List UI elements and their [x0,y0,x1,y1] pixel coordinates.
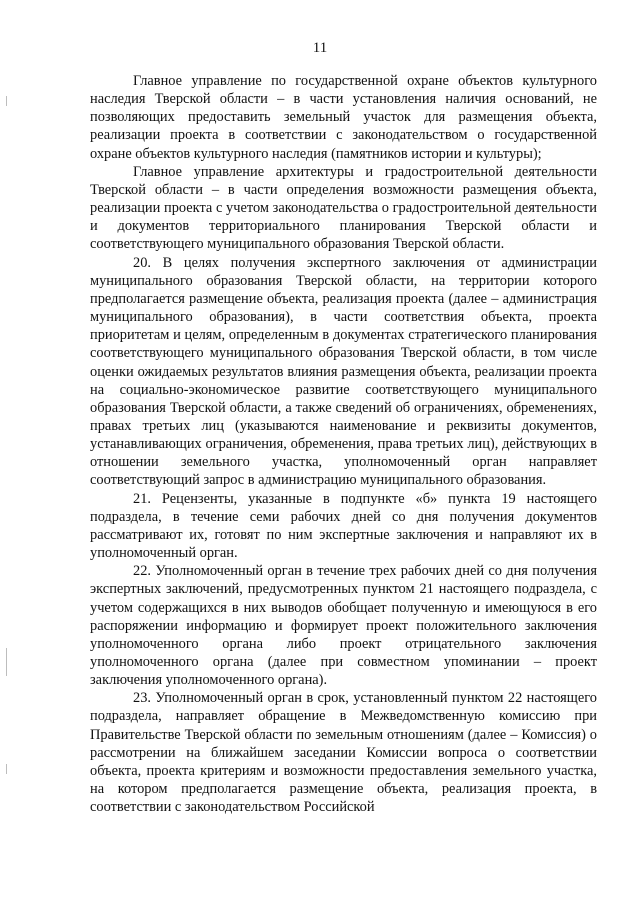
paragraph-cultural-heritage: Главное управление по государственной охране объектов культурного наследия Тверской области – в части установления наличия оснований, не позволяющих предоставить земельный участок для размещения объекта, реализации проекта в соответствии с законодательством о государственной охране объектов культурного наследия (памятников истории и культуры); [90,73,597,162]
page-number: 11 [312,40,328,56]
paragraph-21: 21. Рецензенты, указанные в подпункте «б» пункта 19 настоящего подраздела, в течение семи рабочих дней со дня получения документов рассматривают их, готовят по ним экспертные заключения и направляют их в уполномоченный орган. [90,490,597,562]
paragraph-architecture: Главное управление архитектуры и градостроительной деятельности Тверской области – в части определения возможности размещения объекта, реализации проекта с учетом законодательства о градостроительной деятельности и документов территориального планирования Тверской области и соответствующего муниципального образования Тверской области. [90,163,597,253]
paragraph-20: 20. В целях получения экспертного заключения от администрации муниципального образования Тверской области, на территории которого предполагается размещение объекта, реализация проекта (далее – администрация муниципального образования), в части соответствия объекта, проекта приоритетам и целям, определенным в документах стратегического планирования соответствующего муниципального образования Тверской области, в том числе оценки ожидаемых результатов влияния размещения объекта, реализации проекта на социально-экономическое развитие соответствующего муниципального образования Тверской области, а также сведений об ограничениях, обременениях, правах третьих лиц (указываются наименование и реквизиты документов, устанавливающих ограничения, обременения, права третьих лиц), действующих в отношении земельного участка, уполномоченный орган направляет соответствующий запрос в администрацию муниципального образования. [90,254,597,489]
document-body [90,72,597,816]
paragraph-23: 23. Уполномоченный орган в срок, установленный пунктом 22 настоящего подраздела, направляет обращение в Межведомственную комиссию при Правительстве Тверской области по земельным отношениям (далее – Комиссия) о рассмотрении на ближайшем заседании Комиссии вопроса о соответствии объекта, проекта критериям и возможности предоставления земельного участка, на котором предполагается размещение объекта, реализация проекта, в соответствии с законодательством Российской [90,690,597,816]
paragraph-22: 22. Уполномоченный орган в течение трех рабочих дней со дня получения экспертных заключений, предусмотренных пунктом 21 настоящего подраздела, с учетом содержащихся в них выводов обобщает полученную и имеющуюся в его распоряжении информацию и формирует проект положительного заключения уполномоченного органа либо проект отрицательного заключения уполномоченного органа (далее при совместном упоминании – проект заключения уполномоченного органа). [90,563,597,689]
